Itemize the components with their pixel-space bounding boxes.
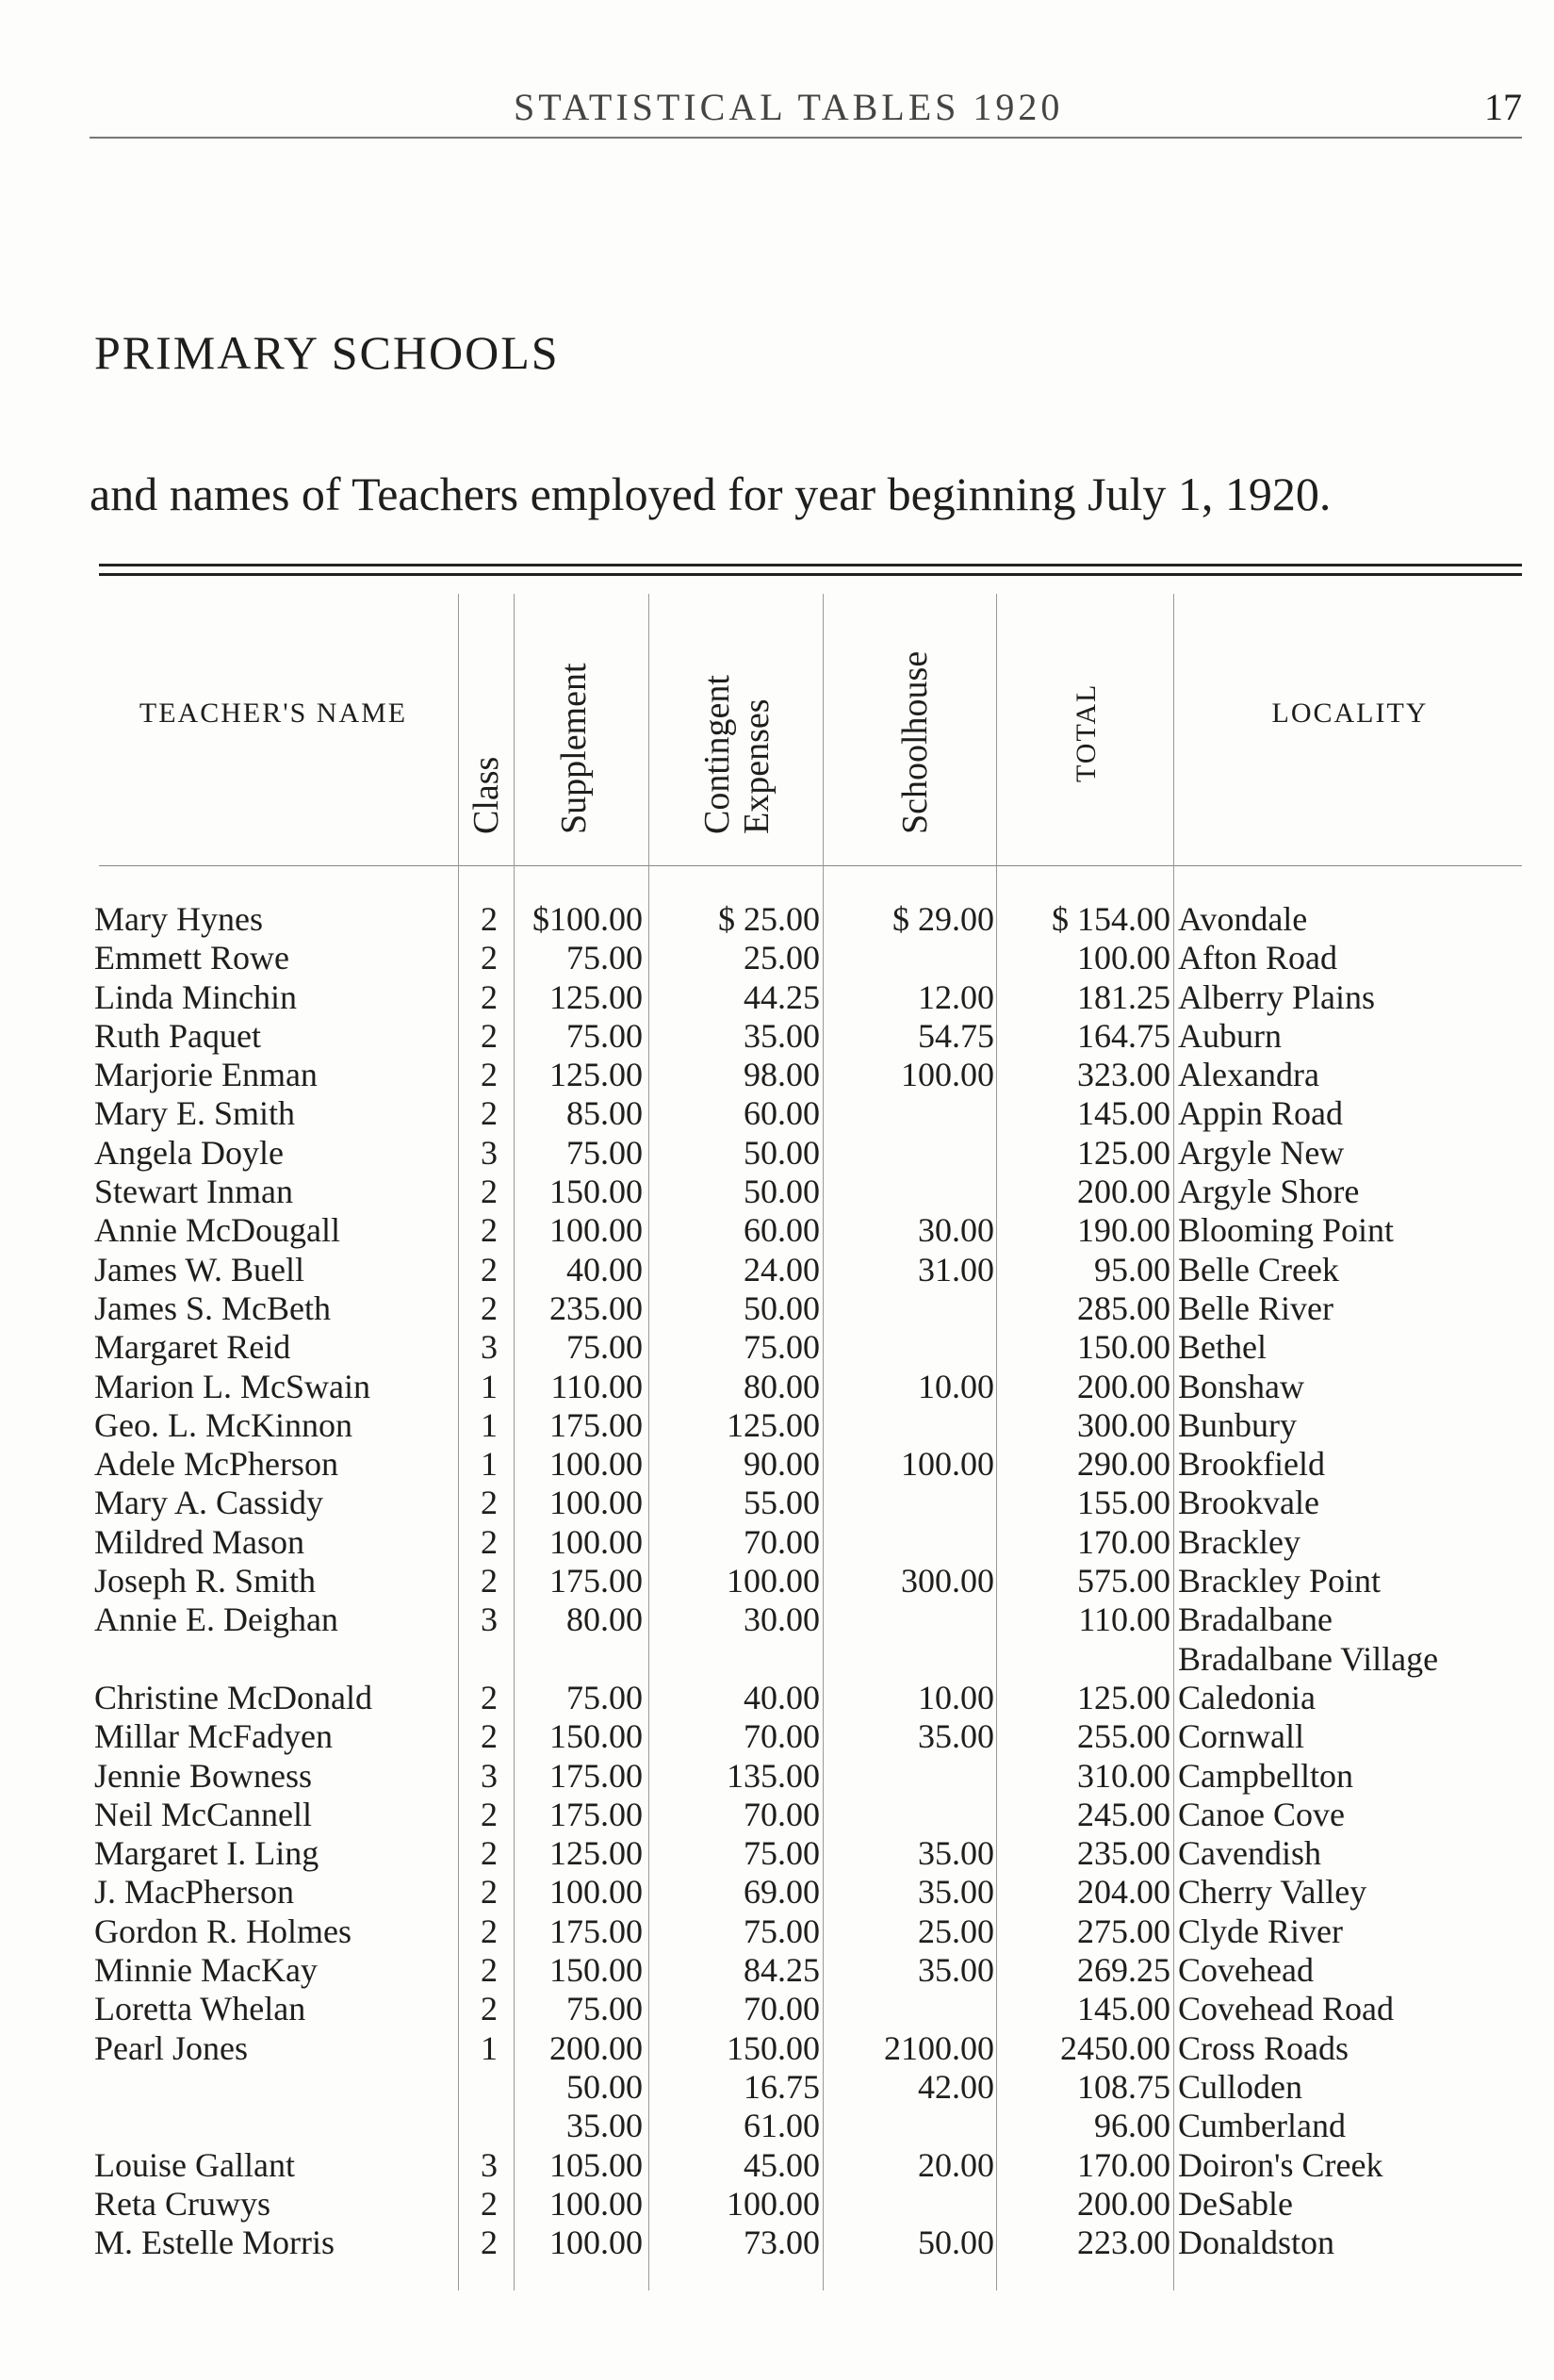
total-value: $ 154.00 [1052,900,1170,938]
contingent-value: 100.00 [727,2184,820,2223]
schoolhouse-value: 42.00 [918,2067,994,2106]
locality-name: Argyle New [1178,1133,1345,1172]
class-value: 1 [481,1367,498,1405]
schoolhouse-value: 2100.00 [884,2028,994,2067]
contingent-value: 55.00 [744,1484,820,1522]
teacher-name: Adele McPherson [94,1445,338,1484]
schoolhouse-value: 30.00 [918,1211,994,1250]
table-row [0,1951,1554,1990]
contingent-value: 75.00 [744,1834,820,1873]
table-row [0,1056,1554,1094]
table-row [0,1600,1554,1639]
contingent-value: 50.00 [744,1133,820,1172]
schoolhouse-value: 35.00 [918,1834,994,1873]
class-value: 2 [481,1912,498,1950]
teacher-name: M. Estelle Morris [94,2224,335,2262]
total-value: 204.00 [1077,1873,1170,1912]
column-header-supplement: Supplement [554,663,594,834]
teacher-name: Mary E. Smith [94,1094,295,1133]
locality-name: Alexandra [1178,1056,1319,1094]
locality-name: Cherry Valley [1178,1873,1367,1912]
total-value: 235.00 [1077,1834,1170,1873]
table-row [0,2224,1554,2262]
supplement-value: 75.00 [566,1990,643,2028]
teacher-name: J. MacPherson [94,1873,294,1912]
contingent-value: 30.00 [744,1600,820,1639]
class-value: 2 [481,1951,498,1990]
teacher-name: Emmett Rowe [94,939,289,977]
teacher-name: Pearl Jones [94,2028,248,2067]
schoolhouse-value: 10.00 [918,1367,994,1405]
locality-name: Bradalbane [1178,1600,1333,1639]
total-value: 245.00 [1077,1795,1170,1833]
locality-name: Cross Roads [1178,2028,1350,2067]
class-value: 2 [481,1834,498,1873]
table-row [0,1445,1554,1484]
schoolhouse-value: 100.00 [901,1056,994,1094]
contingent-value: 60.00 [744,1094,820,1133]
locality-name: Auburn [1178,1016,1282,1055]
schoolhouse-value: $ 29.00 [892,900,994,938]
supplement-value: 235.00 [549,1288,643,1327]
teacher-name: Stewart Inman [94,1173,293,1211]
total-value: 275.00 [1077,1912,1170,1950]
locality-name: Cumberland [1178,2107,1346,2145]
teacher-name: Marjorie Enman [94,1056,318,1094]
table-row [0,1406,1554,1445]
supplement-value: 75.00 [566,1328,643,1367]
total-value: 200.00 [1077,1367,1170,1405]
supplement-value: $100.00 [532,900,643,938]
total-value: 223.00 [1077,2224,1170,2262]
class-value: 3 [481,1133,498,1172]
contingent-value: 16.75 [744,2067,820,2106]
total-value: 150.00 [1077,1328,1170,1367]
running-title: STATISTICAL TABLES 1920 [514,86,1064,128]
contingent-value: 40.00 [744,1678,820,1716]
column-header-locality: LOCALITY [1271,698,1429,729]
locality-name: Canoe Cove [1178,1795,1345,1833]
column-header-schoolhouse: Schoolhouse [895,650,935,834]
supplement-value: 75.00 [566,1133,643,1172]
table-row [0,1717,1554,1756]
table-row [0,2185,1554,2224]
locality-name: Bunbury [1178,1405,1297,1444]
class-value: 3 [481,1756,498,1795]
total-value: 2450.00 [1060,2028,1170,2067]
running-head [90,85,1522,132]
header-bottom-rule [99,865,1522,866]
class-value: 2 [481,2224,498,2262]
teacher-name: Loretta Whelan [94,1990,306,2028]
class-value: 3 [481,2145,498,2184]
teacher-table-body [0,900,1554,2262]
contingent-value: 70.00 [744,1795,820,1833]
locality-name: Brookvale [1178,1484,1319,1522]
schoolhouse-value: 10.00 [918,1678,994,1716]
teacher-name: Jennie Bowness [94,1756,312,1795]
contingent-value: 25.00 [744,939,820,977]
locality-name: Brackley Point [1178,1562,1381,1600]
locality-name: Clyde River [1178,1912,1343,1950]
locality-name: Belle Creek [1178,1250,1339,1288]
schoolhouse-value: 25.00 [918,1912,994,1950]
contingent-value: $ 25.00 [718,900,820,938]
contingent-value: 84.25 [744,1951,820,1990]
schoolhouse-value: 20.00 [918,2145,994,2184]
locality-name: Cavendish [1178,1834,1321,1873]
schoolhouse-value: 100.00 [901,1445,994,1484]
contingent-value: 35.00 [744,1016,820,1055]
teacher-name: Mary A. Cassidy [94,1484,323,1522]
total-value: 181.25 [1077,977,1170,1016]
locality-name: Argyle Shore [1178,1173,1360,1211]
table-row [0,1484,1554,1522]
class-value: 2 [481,1094,498,1133]
table-row [0,1562,1554,1600]
table-row [0,1134,1554,1173]
contingent-value: 100.00 [727,1562,820,1600]
table-row [0,1211,1554,1250]
column-header-teacher-name: TEACHER'S NAME [139,698,408,729]
class-value: 2 [481,1250,498,1288]
class-value: 2 [481,1016,498,1055]
class-value: 2 [481,1873,498,1912]
table-row [0,1368,1554,1406]
table-row [0,1990,1554,2028]
teacher-name: Christine McDonald [94,1678,372,1716]
contingent-value: 24.00 [744,1250,820,1288]
supplement-value: 75.00 [566,1678,643,1716]
contingent-value: 150.00 [727,2028,820,2067]
supplement-value: 150.00 [549,1173,643,1211]
teacher-name: Mary Hynes [94,900,263,938]
teacher-name: Reta Cruwys [94,2184,270,2223]
total-value: 125.00 [1077,1678,1170,1716]
contingent-value: 69.00 [744,1873,820,1912]
header-rule [90,137,1522,139]
contingent-value: 125.00 [727,1405,820,1444]
total-value: 108.75 [1077,2067,1170,2106]
table-row [0,1251,1554,1289]
supplement-value: 125.00 [549,1834,643,1873]
supplement-value: 125.00 [549,977,643,1016]
supplement-value: 80.00 [566,1600,643,1639]
locality-name: Covehead [1178,1951,1314,1990]
supplement-value: 175.00 [549,1912,643,1950]
total-value: 285.00 [1077,1288,1170,1327]
locality-name: Blooming Point [1178,1211,1395,1250]
teacher-name: James W. Buell [94,1250,304,1288]
supplement-value: 175.00 [549,1795,643,1833]
table-row [0,1017,1554,1056]
class-value: 2 [481,1678,498,1716]
schoolhouse-value: 31.00 [918,1250,994,1288]
table-row [0,1173,1554,1211]
class-value: 2 [481,1717,498,1756]
supplement-value: 150.00 [549,1951,643,1990]
schoolhouse-value: 54.75 [918,1016,994,1055]
contingent-value: 50.00 [744,1288,820,1327]
locality-name: Bonshaw [1178,1367,1304,1405]
supplement-value: 100.00 [549,2184,643,2223]
table-row [0,2107,1554,2145]
supplement-value: 175.00 [549,1405,643,1444]
total-value: 110.00 [1078,1600,1170,1639]
total-value: 145.00 [1077,1094,1170,1133]
table-row [0,939,1554,977]
total-value: 300.00 [1077,1405,1170,1444]
class-value: 2 [481,1288,498,1327]
supplement-value: 75.00 [566,1016,643,1055]
class-value: 2 [481,1562,498,1600]
locality-name: Campbellton [1178,1756,1353,1795]
locality-name: DeSable [1178,2184,1293,2223]
teacher-name: Gordon R. Holmes [94,1912,352,1950]
total-value: 269.25 [1077,1951,1170,1990]
section-subheading: and names of Teachers employed for year beginning July 1, 1920. [90,468,1332,520]
total-value: 95.00 [1094,1250,1170,1288]
column-header-total: TOTAL [1071,682,1102,782]
locality-name: Doiron's Creek [1178,2145,1383,2184]
class-value: 2 [481,939,498,977]
table-row [0,1094,1554,1133]
table-row [0,1873,1554,1912]
supplement-value: 75.00 [566,939,643,977]
teacher-name: Joseph R. Smith [94,1562,317,1600]
table-row [0,978,1554,1017]
schoolhouse-value: 35.00 [918,1951,994,1990]
table-row [0,1289,1554,1328]
class-value: 3 [481,1600,498,1639]
teacher-name: Louise Gallant [94,2145,295,2184]
table-top-rule-inner [99,573,1522,576]
table-row [0,1523,1554,1562]
schoolhouse-value: 35.00 [918,1873,994,1912]
locality-name: Culloden [1178,2067,1302,2106]
locality-name: Bethel [1178,1328,1267,1367]
teacher-name: Mildred Mason [94,1522,304,1561]
supplement-value: 110.00 [550,1367,643,1405]
total-value: 155.00 [1077,1484,1170,1522]
contingent-value: 60.00 [744,1211,820,1250]
supplement-value: 175.00 [549,1756,643,1795]
page-number: 17 [1484,86,1522,128]
supplement-value: 50.00 [566,2067,643,2106]
supplement-value: 150.00 [549,1717,643,1756]
class-value: 2 [481,1173,498,1211]
teacher-name: Margaret I. Ling [94,1834,319,1873]
supplement-value: 40.00 [566,1250,643,1288]
teacher-name: Angela Doyle [94,1133,284,1172]
table-row [0,1679,1554,1717]
teacher-name: Annie McDougall [94,1211,340,1250]
teacher-name: Millar McFadyen [94,1717,333,1756]
column-header-class: Class [466,756,506,834]
table-row [0,2029,1554,2068]
contingent-value: 70.00 [744,1522,820,1561]
contingent-value: 98.00 [744,1056,820,1094]
total-value: 125.00 [1077,1133,1170,1172]
table-row [0,2068,1554,2107]
class-value: 2 [481,1522,498,1561]
class-value: 1 [481,1405,498,1444]
teacher-name: Minnie MacKay [94,1951,318,1990]
column-header-contingent-expenses: Contingent Expenses [697,675,777,834]
class-value: 3 [481,1328,498,1367]
locality-name: Brookfield [1178,1445,1325,1484]
class-value: 2 [481,1056,498,1094]
contingent-value: 80.00 [744,1367,820,1405]
total-value: 323.00 [1077,1056,1170,1094]
total-value: 200.00 [1077,1173,1170,1211]
locality-name: Cornwall [1178,1717,1304,1756]
teacher-name: Linda Minchin [94,977,297,1016]
class-value: 2 [481,977,498,1016]
locality-name: Belle River [1178,1288,1333,1327]
schoolhouse-value: 12.00 [918,977,994,1016]
table-row [0,1328,1554,1367]
total-value: 170.00 [1077,2145,1170,2184]
supplement-value: 100.00 [549,1211,643,1250]
total-value: 100.00 [1077,939,1170,977]
supplement-value: 100.00 [549,1522,643,1561]
supplement-value: 85.00 [566,1094,643,1133]
locality-name: Afton Road [1178,939,1337,977]
table-row [0,1757,1554,1796]
teacher-name: Neil McCannell [94,1795,312,1833]
teacher-name: James S. McBeth [94,1288,331,1327]
supplement-value: 105.00 [549,2145,643,2184]
schoolhouse-value: 300.00 [901,1562,994,1600]
table-row [0,900,1554,939]
locality-name: Alberry Plains [1178,977,1375,1016]
total-value: 310.00 [1077,1756,1170,1795]
locality-name: Bradalbane Village [1178,1639,1439,1678]
total-value: 290.00 [1077,1445,1170,1484]
table-top-rule [99,564,1522,566]
contingent-value: 70.00 [744,1717,820,1756]
table-row [0,2146,1554,2185]
schoolhouse-value: 50.00 [918,2224,994,2262]
contingent-value: 44.25 [744,977,820,1016]
contingent-value: 45.00 [744,2145,820,2184]
class-value: 2 [481,900,498,938]
total-value: 575.00 [1077,1562,1170,1600]
supplement-value: 125.00 [549,1056,643,1094]
table-row [0,1834,1554,1873]
table-row [0,1640,1554,1679]
table-row [0,1796,1554,1834]
class-value: 2 [481,2184,498,2223]
locality-name: Covehead Road [1178,1990,1394,2028]
teacher-name: Annie E. Deighan [94,1600,338,1639]
teacher-name: Ruth Paquet [94,1016,261,1055]
contingent-value: 50.00 [744,1173,820,1211]
total-value: 96.00 [1094,2107,1170,2145]
total-value: 170.00 [1077,1522,1170,1561]
schoolhouse-value: 35.00 [918,1717,994,1756]
supplement-value: 100.00 [549,1445,643,1484]
total-value: 200.00 [1077,2184,1170,2223]
supplement-value: 200.00 [549,2028,643,2067]
total-value: 190.00 [1077,1211,1170,1250]
table-row [0,1912,1554,1951]
teacher-name: Geo. L. McKinnon [94,1405,352,1444]
section-heading: PRIMARY SCHOOLS [94,326,560,379]
supplement-value: 100.00 [549,1873,643,1912]
total-value: 164.75 [1077,1016,1170,1055]
supplement-value: 175.00 [549,1562,643,1600]
supplement-value: 35.00 [566,2107,643,2145]
teacher-name: Marion L. McSwain [94,1367,370,1405]
class-value: 2 [481,1211,498,1250]
contingent-value: 75.00 [744,1912,820,1950]
contingent-value: 73.00 [744,2224,820,2262]
contingent-value: 61.00 [744,2107,820,2145]
contingent-value: 90.00 [744,1445,820,1484]
locality-name: Caledonia [1178,1678,1316,1716]
supplement-value: 100.00 [549,2224,643,2262]
contingent-value: 75.00 [744,1328,820,1367]
class-value: 2 [481,1795,498,1833]
locality-name: Appin Road [1178,1094,1343,1133]
class-value: 2 [481,1484,498,1522]
total-value: 145.00 [1077,1990,1170,2028]
locality-name: Donaldston [1178,2224,1334,2262]
contingent-value: 135.00 [727,1756,820,1795]
class-value: 2 [481,1990,498,2028]
locality-name: Avondale [1178,900,1308,938]
locality-name: Brackley [1178,1522,1300,1561]
supplement-value: 100.00 [549,1484,643,1522]
teacher-name: Margaret Reid [94,1328,291,1367]
contingent-value: 70.00 [744,1990,820,2028]
total-value: 255.00 [1077,1717,1170,1756]
class-value: 1 [481,1445,498,1484]
class-value: 1 [481,2028,498,2067]
